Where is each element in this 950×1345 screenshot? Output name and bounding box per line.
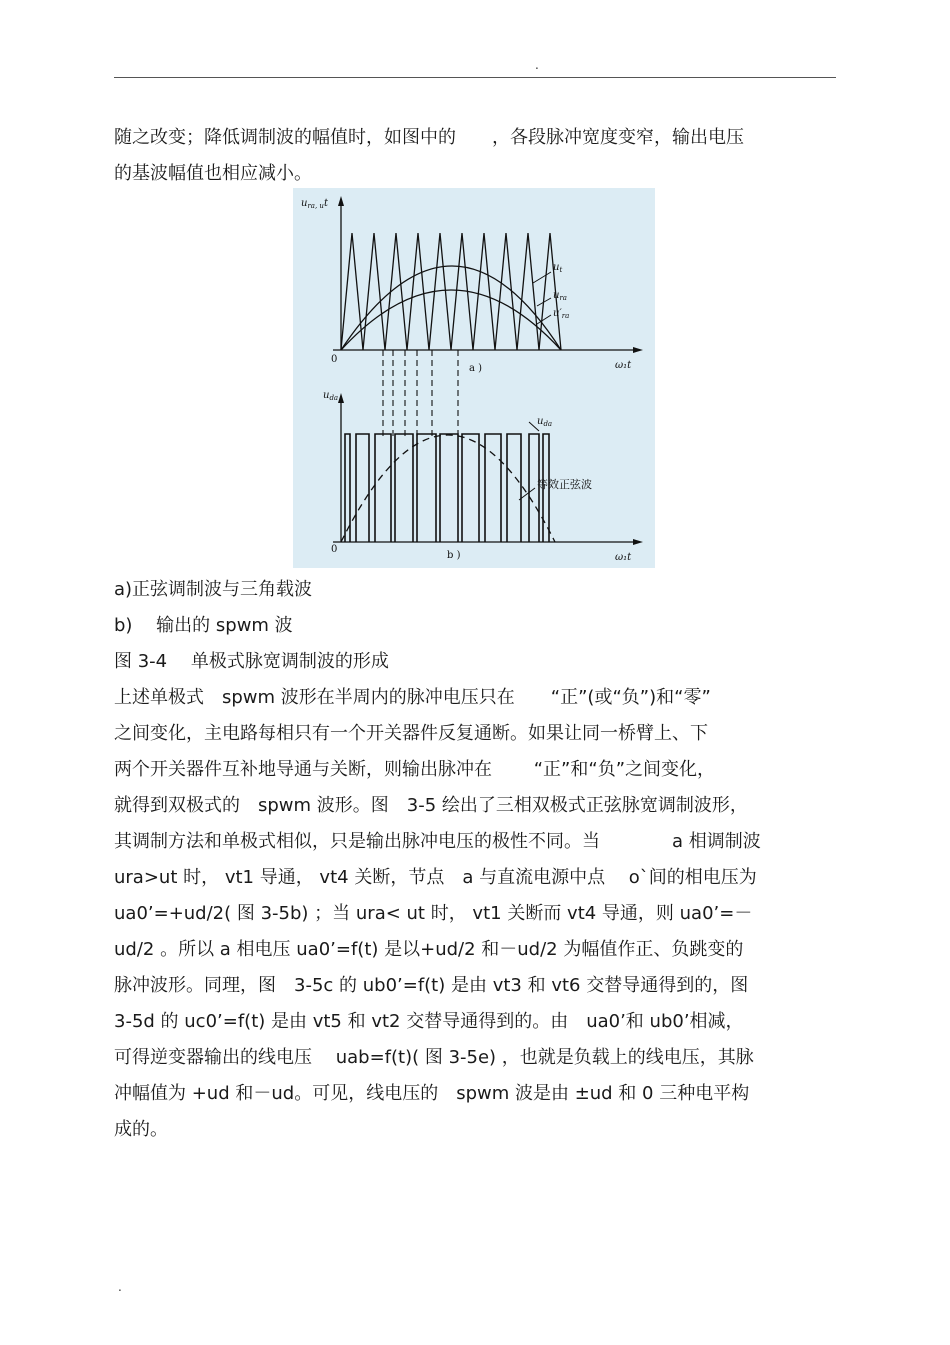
modulation-wave-ura	[341, 266, 561, 350]
top-y-axis-label: $u_{ra, u}t$	[301, 198, 328, 210]
text-line: 就得到双极式的 spwm 波形。图 3-5 绘出了三相双极式正弦脉宽调制波形，	[114, 795, 748, 816]
footer-mark: .	[118, 1280, 122, 1294]
figure-spwm	[293, 188, 655, 568]
caption-b: b) 输出的 spwm 波	[114, 615, 293, 636]
header-mark: .	[535, 58, 539, 72]
text-line: 脉冲波形。同理，图 3-5c 的 ub0’=f(t) 是由 vt3 和 vt6 交替导通得到的，图	[114, 975, 749, 996]
x-axis-label-b: ω₁t	[615, 552, 632, 563]
text-line: ura>ut 时， vt1 导通， vt4 关断，节点 a 与直流电源中点 o`间的相电压为	[114, 867, 757, 888]
label-ura-prime: $u'_{ra}$	[553, 308, 570, 320]
bottom-y-axis-label: $u_{da}$	[323, 390, 339, 402]
text-line: 冲幅值为 +ud 和－ud。可见，线电压的 spwm 波是由 ±ud 和 0 三种电平构	[114, 1083, 750, 1104]
projection-lines	[383, 350, 458, 440]
label-ut: $u_t$	[553, 262, 563, 274]
top-paragraph	[114, 120, 836, 192]
body-paragraph	[114, 680, 836, 1148]
y-arrow-b	[338, 393, 344, 403]
text-line: 之间变化，主电路每相只有一个开关器件反复通断。如果让同一桥臂上、下	[114, 723, 708, 744]
text-line: 随之改变；降低调制波的幅值时，如图中的 ，各段脉冲宽度变窄，输出电压	[114, 127, 744, 148]
text-line: 两个开关器件互补地导通与关断，则输出脉冲在 “正”和“负”之间变化，	[114, 759, 716, 780]
modulation-wave-ura-prime	[341, 290, 561, 350]
panel-label-a: a )	[469, 363, 483, 374]
text-line: ud/2 。所以 a 相电压 ua0’=f(t) 是以+ud/2 和－ud/2 为幅值作正、负跳变的	[114, 939, 744, 960]
triangle-carrier	[341, 233, 561, 350]
leader-ut	[533, 272, 551, 283]
panel-label-b: b )	[447, 550, 461, 561]
caption-a: a)正弦调制波与三角载波	[114, 579, 313, 600]
y-arrow-a	[338, 196, 344, 206]
x-axis-label-a: ω₁t	[615, 360, 632, 371]
text-line: 3-5d 的 uc0’=f(t) 是由 vt5 和 vt2 交替导通得到的。由 ua0’和 ub0’相减，	[114, 1011, 744, 1032]
origin-b: 0	[331, 544, 338, 555]
origin-a: 0	[331, 354, 338, 365]
text-line: 可得逆变器输出的线电压 uab=f(t)( 图 3-5e) ，也就是负载上的线电压，其脉	[114, 1047, 754, 1068]
equivalent-sine-wave	[341, 435, 555, 542]
header-rule	[114, 77, 836, 78]
label-uda: $u_{da}$	[537, 416, 553, 428]
text-line: 其调制方法和单极式相似，只是输出脉冲电压的极性不同。当 a 相调制波	[114, 831, 761, 852]
x-arrow-b	[633, 539, 643, 545]
text-line: 的基波幅值也相应减小。	[114, 163, 312, 184]
text-line: 成的。	[114, 1119, 168, 1140]
spwm-pulses	[345, 434, 549, 542]
figure-caption: 图 3-4 单极式脉宽调制波的形成	[114, 651, 389, 672]
label-ura: $u_{ra}$	[553, 290, 567, 302]
x-arrow-a	[633, 347, 643, 353]
label-equiv-sine: 等效正弦波	[537, 478, 592, 491]
text-line: 上述单极式 spwm 波形在半周内的脉冲电压只在 “正”(或“负”)和“零”	[114, 687, 711, 708]
figure-svg	[293, 188, 655, 568]
text-line: ua0’=+ud/2( 图 3-5b) ；当 ura< ut 时， vt1 关断而 vt4 导通，则 ua0’=－	[114, 903, 753, 924]
